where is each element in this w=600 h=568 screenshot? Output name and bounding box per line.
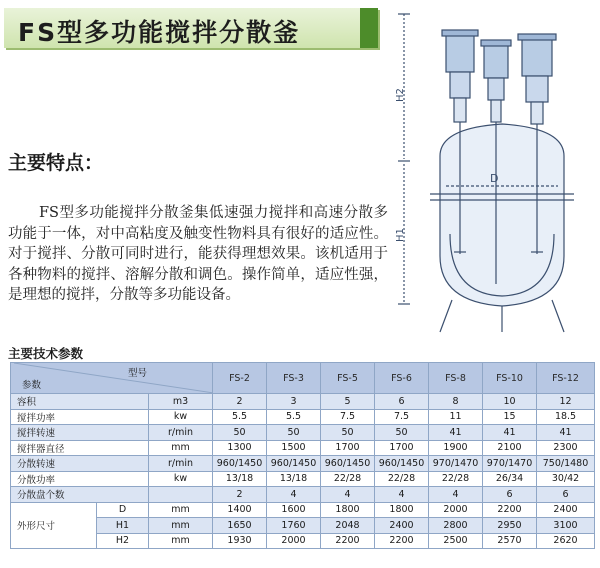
param-value: 1600 xyxy=(267,502,321,518)
tank-diagram xyxy=(390,4,596,340)
model-header: FS-5 xyxy=(321,363,375,394)
right-motor xyxy=(518,34,556,124)
param-value: 3100 xyxy=(537,518,595,534)
param-value: 1800 xyxy=(321,502,375,518)
param-value: 1760 xyxy=(267,518,321,534)
param-unit: m3 xyxy=(149,394,213,410)
param-value: 1700 xyxy=(375,440,429,456)
param-value: 8 xyxy=(429,394,483,410)
param-name: 分散功率 xyxy=(11,471,149,487)
param-value: 2400 xyxy=(375,518,429,534)
param-value: 50 xyxy=(321,425,375,441)
table-row xyxy=(11,394,595,410)
table-row xyxy=(11,456,595,472)
param-value: 41 xyxy=(537,425,595,441)
param-value: 2000 xyxy=(429,502,483,518)
param-value: 50 xyxy=(267,425,321,441)
model-header: FS-10 xyxy=(483,363,537,394)
param-value: 960/1450 xyxy=(375,456,429,472)
table-header-row xyxy=(11,363,595,394)
param-value: 3 xyxy=(267,394,321,410)
param-value: 2800 xyxy=(429,518,483,534)
param-value: 10 xyxy=(483,394,537,410)
param-value: 7.5 xyxy=(375,409,429,425)
param-unit: mm xyxy=(149,533,213,549)
h1-label: H1 xyxy=(395,228,406,242)
corner-model-label: 型号 xyxy=(128,368,148,379)
param-value: 2 xyxy=(213,394,267,410)
param-value: 2570 xyxy=(483,533,537,549)
d-label: D xyxy=(490,172,499,185)
param-value: 1900 xyxy=(429,440,483,456)
model-header: FS-12 xyxy=(537,363,595,394)
model-header: FS-3 xyxy=(267,363,321,394)
param-value: 1800 xyxy=(375,502,429,518)
param-value: 12 xyxy=(537,394,595,410)
param-value: 1300 xyxy=(213,440,267,456)
param-value: 960/1450 xyxy=(321,456,375,472)
param-value: 4 xyxy=(429,487,483,503)
param-value: 750/1480 xyxy=(537,456,595,472)
param-unit: mm xyxy=(149,518,213,534)
param-value: 2500 xyxy=(429,533,483,549)
param-value: 15 xyxy=(483,409,537,425)
param-value: 41 xyxy=(429,425,483,441)
param-value: 4 xyxy=(267,487,321,503)
features-heading: 主要特点： xyxy=(8,152,104,174)
title-banner xyxy=(4,8,378,48)
param-value: 1930 xyxy=(213,533,267,549)
param-sub: H1 xyxy=(97,518,149,534)
param-sub: H2 xyxy=(97,533,149,549)
param-value: 5.5 xyxy=(213,409,267,425)
param-name: 外形尺寸 xyxy=(11,502,97,549)
param-value: 1650 xyxy=(213,518,267,534)
param-value: 22/28 xyxy=(375,471,429,487)
table-row xyxy=(11,409,595,425)
param-value: 30/42 xyxy=(537,471,595,487)
param-value: 6 xyxy=(483,487,537,503)
table-row xyxy=(11,440,595,456)
param-value: 2200 xyxy=(483,502,537,518)
page-title: FS型多功能搅拌分散釜 xyxy=(18,18,301,47)
table-row xyxy=(11,471,595,487)
param-unit: mm xyxy=(149,502,213,518)
param-name: 分散转速 xyxy=(11,456,149,472)
param-value: 4 xyxy=(375,487,429,503)
param-value: 18.5 xyxy=(537,409,595,425)
features-body: FS型多功能搅拌分散釜集低速强力搅拌和高速分散多功能于一体，对中高粘度及触变性物料具有很好的适应性。对于搅拌、分散可同时进行，能获得理想效果。该机适用于各种物料的搅拌、溶解分散和调色。操作简单，适应性强，是理想的搅拌，分散等多功能设备。 xyxy=(8,205,388,303)
model-header: FS-2 xyxy=(213,363,267,394)
table-row xyxy=(11,425,595,441)
param-sub: D xyxy=(97,502,149,518)
param-unit: kw xyxy=(149,409,213,425)
param-value: 7.5 xyxy=(321,409,375,425)
param-value: 4 xyxy=(321,487,375,503)
param-name: 搅拌器直径 xyxy=(11,440,149,456)
param-value: 2400 xyxy=(537,502,595,518)
param-value: 2620 xyxy=(537,533,595,549)
param-unit: kw xyxy=(149,471,213,487)
param-value: 960/1450 xyxy=(267,456,321,472)
spec-heading: 主要技术参数 xyxy=(8,346,84,361)
model-header: FS-8 xyxy=(429,363,483,394)
param-value: 2000 xyxy=(267,533,321,549)
param-value: 50 xyxy=(375,425,429,441)
param-name: 容积 xyxy=(11,394,149,410)
param-name: 搅拌转速 xyxy=(11,425,149,441)
param-value: 1500 xyxy=(267,440,321,456)
left-motor xyxy=(442,30,478,122)
table-row xyxy=(11,487,595,503)
param-value: 13/18 xyxy=(213,471,267,487)
param-value: 2950 xyxy=(483,518,537,534)
param-value: 2 xyxy=(213,487,267,503)
param-value: 50 xyxy=(213,425,267,441)
param-value: 26/34 xyxy=(483,471,537,487)
param-unit xyxy=(149,487,213,503)
spec-table xyxy=(10,362,595,549)
param-value: 970/1470 xyxy=(429,456,483,472)
param-value: 970/1470 xyxy=(483,456,537,472)
param-value: 11 xyxy=(429,409,483,425)
param-unit: mm xyxy=(149,440,213,456)
param-value: 22/28 xyxy=(321,471,375,487)
param-value: 2100 xyxy=(483,440,537,456)
param-value: 22/28 xyxy=(429,471,483,487)
param-value: 960/1450 xyxy=(213,456,267,472)
param-value: 5.5 xyxy=(267,409,321,425)
corner-param-label: 参数 xyxy=(22,380,42,391)
table-corner xyxy=(11,363,213,394)
param-value: 41 xyxy=(483,425,537,441)
param-name: 分散盘个数 xyxy=(11,487,149,503)
param-value: 6 xyxy=(537,487,595,503)
table-row xyxy=(11,533,595,549)
param-value: 1700 xyxy=(321,440,375,456)
model-header: FS-6 xyxy=(375,363,429,394)
param-value: 5 xyxy=(321,394,375,410)
param-value: 13/18 xyxy=(267,471,321,487)
param-name: 搅拌功率 xyxy=(11,409,149,425)
param-value: 1400 xyxy=(213,502,267,518)
h2-label: H2 xyxy=(395,88,406,102)
param-value: 2300 xyxy=(537,440,595,456)
table-row xyxy=(11,502,595,518)
param-value: 2048 xyxy=(321,518,375,534)
param-unit: r/min xyxy=(149,456,213,472)
table-row xyxy=(11,518,595,534)
param-value: 2200 xyxy=(321,533,375,549)
param-value: 6 xyxy=(375,394,429,410)
center-motor xyxy=(481,40,511,122)
param-value: 2200 xyxy=(375,533,429,549)
param-unit: r/min xyxy=(149,425,213,441)
